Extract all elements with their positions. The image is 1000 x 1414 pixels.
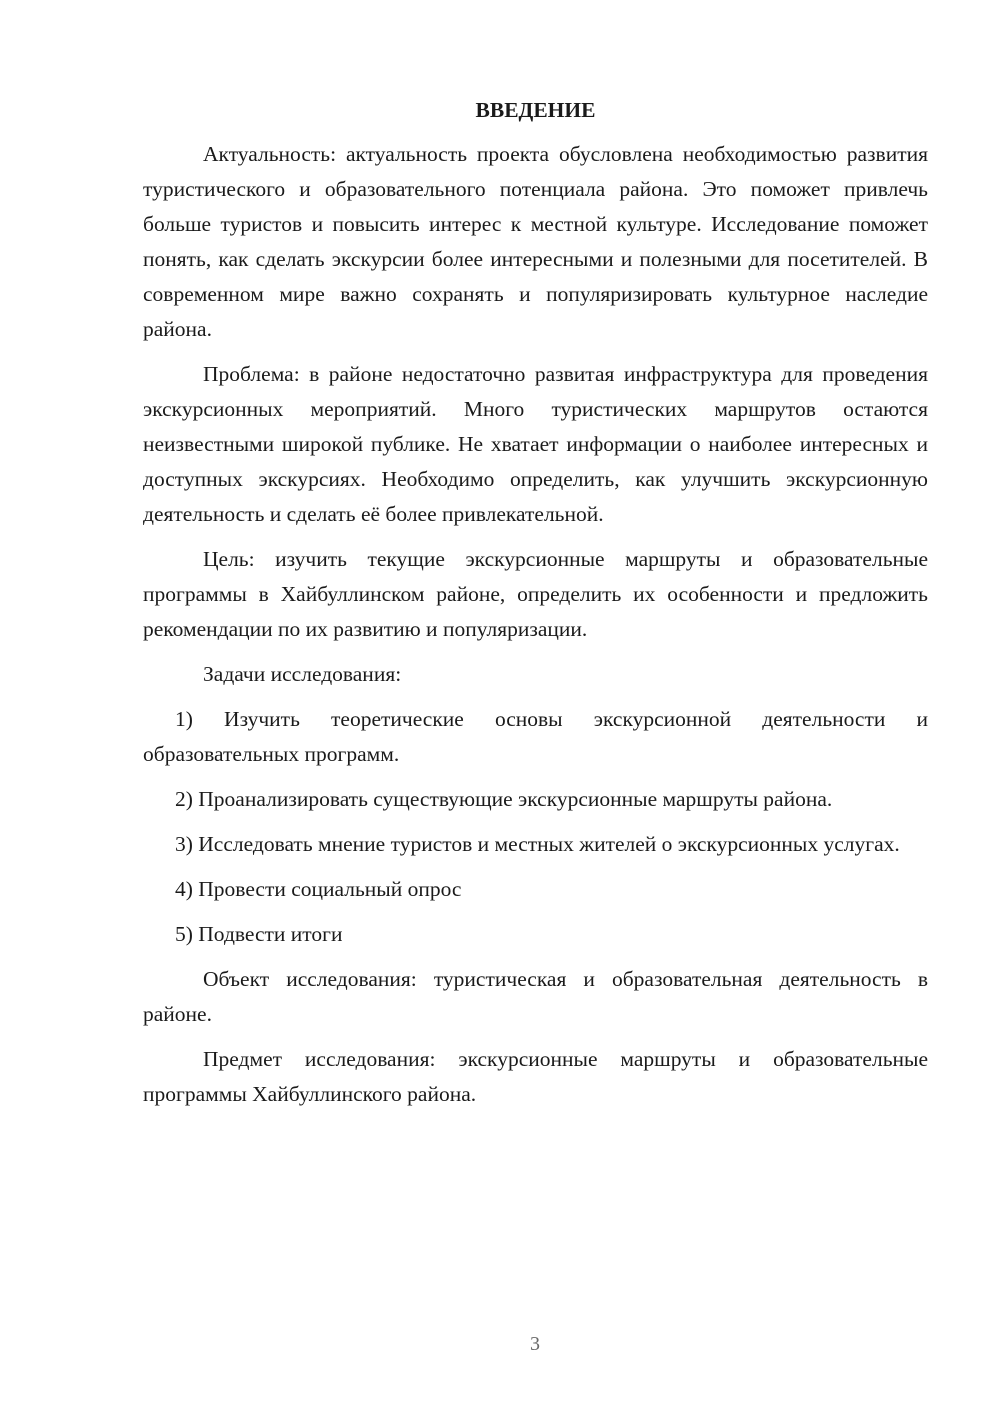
object-paragraph: Объект исследования: туристическая и образовательная деятельность в районе. [143,967,928,1026]
goal-paragraph: Цель: изучить текущие экскурсионные маршруты и образовательные программы в Хайбуллинском районе, определить их особенности и предложить рекомендации по их развитию и популяризации. [143,547,928,641]
task-item-2: 2) Проанализировать существующие экскурсионные маршруты района. [175,787,833,811]
subject-paragraph: Предмет исследования: экскурсионные маршруты и образовательные программы Хайбуллинского района. [143,1047,928,1106]
task-item-5: 5) Подвести итоги [175,922,343,946]
page-number: 3 [530,1333,540,1355]
task-item-3: 3) Исследовать мнение туристов и местных жителей о экскурсионных услугах. [175,832,900,856]
tasks-heading: Задачи исследования: [203,662,402,686]
actuality-paragraph: Актуальность: актуальность проекта обусловлена необходимостью развития туристического и образовательного потенциала района. Это поможет привлечь больше туристов и повысить интерес к местной культуре. Исследование поможет понять, как сделать экскурсии более интересными и полезными для посетителей. В современном мире важно сохранять и популяризировать культурное наследие района. [143,142,928,341]
document-page [143,95,928,1122]
task-item-4: 4) Провести социальный опрос [175,877,462,901]
task-item-1: 1) Изучить теоретические основы экскурсионной деятельности и образовательных программ. [143,707,928,766]
section-title: ВВЕДЕНИЕ [475,98,596,122]
problem-paragraph: Проблема: в районе недостаточно развитая инфраструктура для проведения экскурсионных мероприятий. Много туристических маршрутов остаются неизвестными широкой публике. Не хватает информации о наиболее интересных и доступных экскурсиях. Необходимо определить, как улучшить экскурсионную деятельность и сделать её более привлекательной. [143,362,928,526]
